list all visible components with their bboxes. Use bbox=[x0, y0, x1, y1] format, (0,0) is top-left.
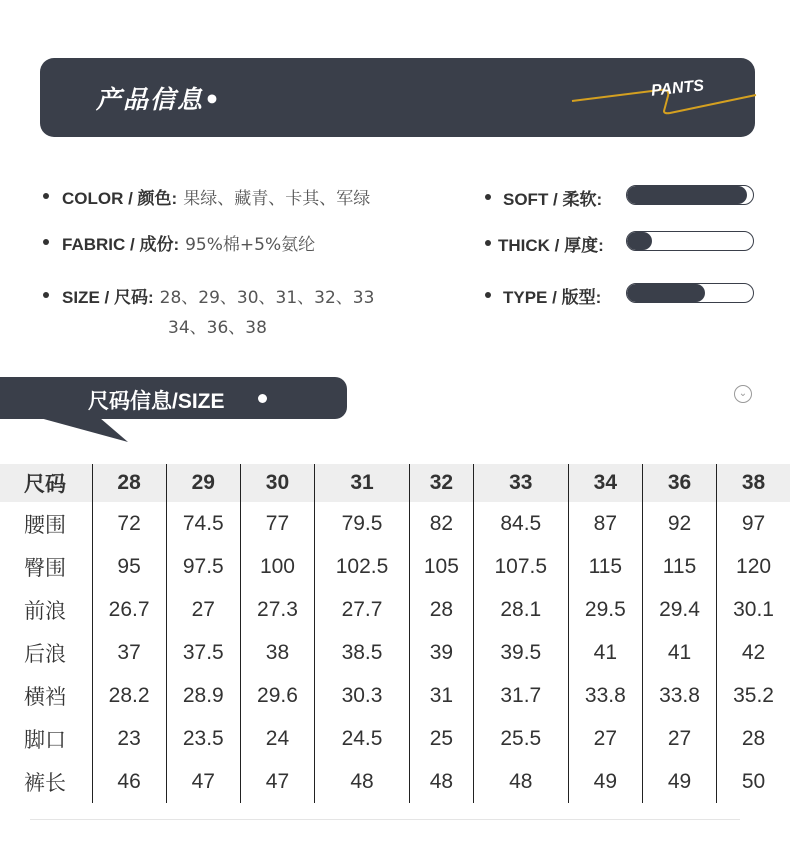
table-cell: 28.9 bbox=[166, 674, 240, 717]
row-label: 横裆 bbox=[24, 685, 66, 709]
table-cell: 48 bbox=[315, 760, 410, 803]
column-header-size: 28 bbox=[92, 464, 166, 502]
table-cell: 28 bbox=[717, 717, 790, 760]
product-info-banner bbox=[40, 58, 755, 137]
table-cell: 105 bbox=[409, 545, 473, 588]
table-cell: 107.5 bbox=[473, 545, 568, 588]
table-body bbox=[0, 502, 790, 803]
row-label: 后浪 bbox=[24, 642, 66, 666]
table-row bbox=[0, 717, 790, 760]
bullet-icon bbox=[485, 240, 491, 246]
row-label: 臀围 bbox=[24, 556, 66, 580]
table-row bbox=[0, 502, 790, 545]
table-cell: 84.5 bbox=[473, 502, 568, 545]
table-cell: 27.3 bbox=[240, 588, 314, 631]
table-cell: 48 bbox=[409, 760, 473, 803]
column-header-size: 36 bbox=[642, 464, 716, 502]
table-cell: 31.7 bbox=[473, 674, 568, 717]
table-cell: 33.8 bbox=[642, 674, 716, 717]
table-cell: 27.7 bbox=[315, 588, 410, 631]
table-cell: 46 bbox=[92, 760, 166, 803]
meter-type-label: TYPE / 版型: bbox=[503, 288, 602, 307]
column-header-size: 29 bbox=[166, 464, 240, 502]
table-cell: 74.5 bbox=[166, 502, 240, 545]
table-cell: 49 bbox=[568, 760, 642, 803]
table-header-row bbox=[0, 464, 790, 502]
table-cell: 27 bbox=[568, 717, 642, 760]
table-cell: 41 bbox=[642, 631, 716, 674]
table-row bbox=[0, 588, 790, 631]
table-cell: 95 bbox=[92, 545, 166, 588]
table-cell: 115 bbox=[642, 545, 716, 588]
table-cell: 30.3 bbox=[315, 674, 410, 717]
table-cell: 41 bbox=[568, 631, 642, 674]
meter-type-fill bbox=[627, 284, 705, 302]
info-size-value-line1: 28、29、30、31、32、33 bbox=[159, 288, 375, 308]
column-header-size: 30 bbox=[240, 464, 314, 502]
row-label: 前浪 bbox=[24, 599, 66, 623]
table-cell: 27 bbox=[642, 717, 716, 760]
table-cell: 87 bbox=[568, 502, 642, 545]
info-size-label: SIZE / 尺码: bbox=[62, 288, 154, 307]
table-cell: 120 bbox=[717, 545, 790, 588]
size-table bbox=[0, 464, 790, 803]
column-header-size: 31 bbox=[315, 464, 410, 502]
table-cell: 39.5 bbox=[473, 631, 568, 674]
bullet-icon bbox=[485, 292, 491, 298]
table-cell: 79.5 bbox=[315, 502, 410, 545]
table-cell: 28.2 bbox=[92, 674, 166, 717]
bullet-icon bbox=[43, 193, 49, 199]
table-cell: 28.1 bbox=[473, 588, 568, 631]
divider bbox=[30, 819, 740, 820]
table-cell: 27 bbox=[166, 588, 240, 631]
row-label: 裤长 bbox=[24, 771, 66, 795]
table-cell: 39 bbox=[409, 631, 473, 674]
speech-tail-icon bbox=[40, 418, 130, 444]
info-fabric bbox=[62, 230, 315, 255]
info-fabric-label: FABRIC / 成份: bbox=[62, 235, 180, 254]
table-cell: 23 bbox=[92, 717, 166, 760]
table-cell: 102.5 bbox=[315, 545, 410, 588]
bullet-icon bbox=[43, 239, 49, 245]
table-cell: 28 bbox=[409, 588, 473, 631]
column-header-size: 33 bbox=[473, 464, 568, 502]
table-cell: 38 bbox=[240, 631, 314, 674]
row-label: 腰围 bbox=[24, 513, 66, 537]
chevron-down-circle-icon[interactable]: ⌄ bbox=[734, 385, 752, 403]
size-section-title: 尺码信息/SIZE bbox=[88, 390, 225, 413]
row-label: 脚口 bbox=[24, 728, 66, 752]
info-color-label: COLOR / 颜色: bbox=[62, 189, 178, 208]
table-cell: 97 bbox=[717, 502, 790, 545]
meter-soft bbox=[626, 185, 754, 205]
meter-type bbox=[626, 283, 754, 303]
table-cell: 25 bbox=[409, 717, 473, 760]
table-cell: 29.4 bbox=[642, 588, 716, 631]
table-cell: 33.8 bbox=[568, 674, 642, 717]
table-cell: 26.7 bbox=[92, 588, 166, 631]
table-cell: 77 bbox=[240, 502, 314, 545]
info-size-value-line2: 34、36、38 bbox=[168, 318, 267, 338]
table-row bbox=[0, 631, 790, 674]
table-cell: 29.5 bbox=[568, 588, 642, 631]
table-cell: 42 bbox=[717, 631, 790, 674]
meter-thick bbox=[626, 231, 754, 251]
table-cell: 92 bbox=[642, 502, 716, 545]
meter-soft-label: SOFT / 柔软: bbox=[503, 190, 603, 209]
table-row bbox=[0, 674, 790, 717]
table-cell: 35.2 bbox=[717, 674, 790, 717]
table-cell: 47 bbox=[166, 760, 240, 803]
info-size-line2 bbox=[168, 313, 267, 338]
size-section-header bbox=[0, 377, 347, 419]
table-cell: 38.5 bbox=[315, 631, 410, 674]
table-row bbox=[0, 545, 790, 588]
table-cell: 82 bbox=[409, 502, 473, 545]
table-cell: 23.5 bbox=[166, 717, 240, 760]
info-color bbox=[62, 184, 370, 209]
table-cell: 37.5 bbox=[166, 631, 240, 674]
table-cell: 97.5 bbox=[166, 545, 240, 588]
meter-type-label-wrap bbox=[503, 283, 601, 308]
column-header-size: 38 bbox=[717, 464, 790, 502]
table-cell: 24.5 bbox=[315, 717, 410, 760]
table-cell: 25.5 bbox=[473, 717, 568, 760]
bullet-icon bbox=[43, 292, 49, 298]
meter-soft-fill bbox=[627, 186, 747, 204]
column-header-label: 尺码 bbox=[24, 473, 66, 496]
table-cell: 48 bbox=[473, 760, 568, 803]
table-cell: 100 bbox=[240, 545, 314, 588]
bullet-icon bbox=[258, 394, 267, 403]
meter-thick-label-wrap bbox=[498, 231, 604, 256]
table-row bbox=[0, 760, 790, 803]
meter-soft-label-wrap bbox=[503, 185, 602, 210]
table-cell: 31 bbox=[409, 674, 473, 717]
info-fabric-value: 95%棉+5%氨纶 bbox=[185, 235, 316, 255]
table-cell: 30.1 bbox=[717, 588, 790, 631]
banner-tag: PANTS bbox=[650, 77, 705, 100]
table-cell: 24 bbox=[240, 717, 314, 760]
table-cell: 47 bbox=[240, 760, 314, 803]
table-cell: 37 bbox=[92, 631, 166, 674]
info-color-value: 果绿、藏青、卡其、军绿 bbox=[183, 189, 371, 209]
banner-title: 产品信息• bbox=[96, 85, 222, 114]
bullet-icon bbox=[485, 194, 491, 200]
meter-thick-label: THICK / 厚度: bbox=[498, 236, 604, 255]
table-cell: 50 bbox=[717, 760, 790, 803]
table-cell: 49 bbox=[642, 760, 716, 803]
table-cell: 29.6 bbox=[240, 674, 314, 717]
table-cell: 115 bbox=[568, 545, 642, 588]
info-size bbox=[62, 283, 374, 308]
column-header-size: 32 bbox=[409, 464, 473, 502]
meter-thick-fill bbox=[627, 232, 652, 250]
table-cell: 72 bbox=[92, 502, 166, 545]
column-header-size: 34 bbox=[568, 464, 642, 502]
